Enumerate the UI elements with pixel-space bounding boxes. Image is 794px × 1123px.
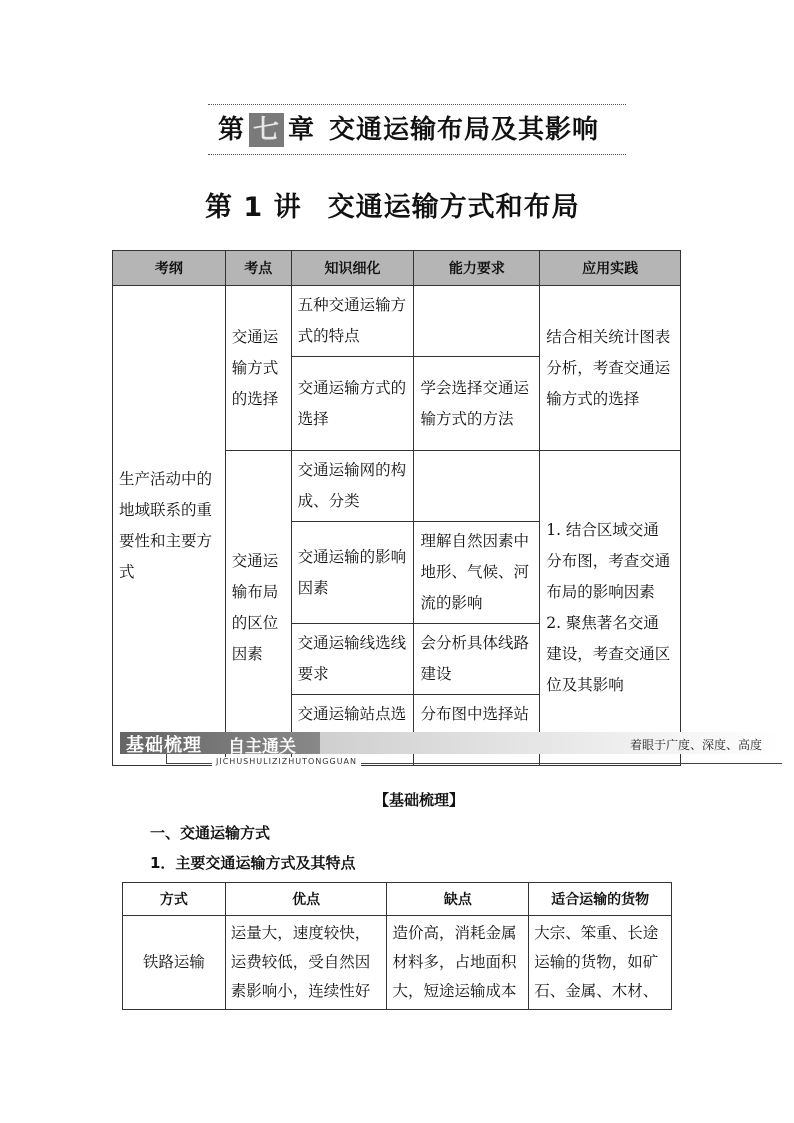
- banner-note: 着眼于广度、深度、高度: [630, 738, 763, 752]
- header-pros: 优点: [225, 883, 387, 916]
- detail-cell: 五种交通运输方式的特点: [291, 286, 414, 357]
- chapter-prefix: 第: [218, 115, 246, 145]
- modes-header-row: [123, 883, 672, 916]
- lecture-topic: 交通运输方式和布局: [327, 192, 580, 223]
- outline-cell: 生产活动中的地域联系的重要性和主要方式: [113, 286, 226, 766]
- practice-cell: 结合相关统计图表分析，考查交通运输方式的选择: [540, 286, 681, 451]
- header-cons: 缺点: [387, 883, 529, 916]
- lecture-title: [205, 185, 580, 224]
- heading-2: 1．主要交通运输方式及其特点: [150, 854, 356, 872]
- banner-main: 基础梳理: [126, 735, 202, 756]
- section-label: 【基础梳理】: [374, 791, 465, 809]
- header-practice: 应用实践: [540, 251, 681, 286]
- header-mode: 方式: [123, 883, 226, 916]
- chapter-topic: 交通运输布局及其影响: [329, 115, 600, 145]
- header-outline: 考纲: [113, 251, 226, 286]
- goods-cell: 大宗、笨重、长途运输的货物，如矿石、金属、木材、: [529, 916, 672, 1010]
- detail-cell: 交通运输的影响因素: [291, 522, 414, 624]
- header-detail: 知识细化: [291, 251, 414, 286]
- lecture-label: 第 1 讲: [205, 192, 302, 223]
- point-cell: 交通运输方式的选择: [225, 286, 291, 451]
- table-row: [113, 286, 681, 357]
- dotted-rule-top: [208, 104, 626, 105]
- ability-cell: 会分析具体线路建设: [414, 624, 540, 695]
- table-row: [123, 916, 672, 1010]
- detail-cell: 交通运输网的构成、分类: [291, 451, 414, 522]
- mode-cell: 铁路运输: [123, 916, 226, 1010]
- point-cell: 交通运输布局的区位因素: [225, 451, 291, 766]
- chapter-header: [208, 104, 626, 156]
- detail-cell: 交通运输方式的选择: [291, 357, 414, 451]
- section-banner: [112, 732, 782, 772]
- syllabus-header-row: [113, 251, 681, 286]
- ability-cell: 学会选择交通运输方式的方法: [414, 357, 540, 451]
- ability-cell: [414, 286, 540, 357]
- modes-table: [122, 882, 672, 1010]
- banner-pinyin: JICHUSHULIZIZHUTONGGUAN: [212, 757, 361, 766]
- detail-cell: 交通运输线选线要求: [291, 624, 414, 695]
- header-goods: 适合运输的货物: [529, 883, 672, 916]
- chapter-number: 七: [249, 113, 284, 147]
- heading-1: 一、交通运输方式: [150, 824, 271, 842]
- syllabus-table: [112, 250, 681, 766]
- chapter-suffix: 章: [288, 115, 316, 145]
- ability-cell: [414, 451, 540, 522]
- dotted-rule-bottom: [208, 154, 626, 155]
- chapter-title: [218, 112, 599, 148]
- detail-cell: 交通运输站点选: [291, 695, 414, 766]
- header-point: 考点: [225, 251, 291, 286]
- cons-cell: 造价高，消耗金属材料多，占地面积大，短途运输成本: [387, 916, 529, 1010]
- ability-cell: 分布图中选择站: [414, 695, 540, 766]
- practice-cell: 1. 结合区域交通分布图，考查交通布局的影响因素 2. 聚焦著名交通建设，考查交通区位及其影响: [540, 451, 681, 766]
- pros-cell: 运量大，速度较快，运费较低，受自然因素影响小，连续性好: [225, 916, 387, 1010]
- banner-sub: 自主通关: [228, 737, 296, 757]
- header-ability: 能力要求: [414, 251, 540, 286]
- ability-cell: 理解自然因素中地形、气候、河流的影响: [414, 522, 540, 624]
